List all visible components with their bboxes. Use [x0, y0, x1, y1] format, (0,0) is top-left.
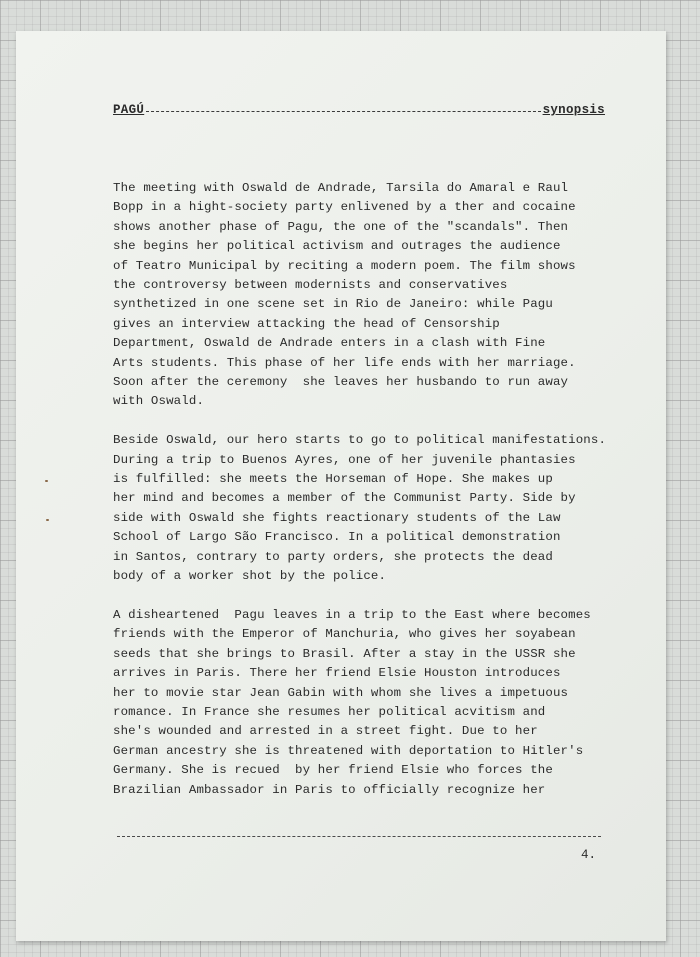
text-line: Brazilian Ambassador in Paris to officially recognize her — [113, 782, 546, 797]
text-line: A disheartened Pagu leaves in a trip to the East where becomes — [113, 607, 591, 622]
text-line: friends with the Emperor of Manchuria, who gives her soyabean — [113, 627, 576, 642]
header-section: synopsis — [542, 103, 605, 117]
text-line: gives an interview attacking the head of Censorship — [113, 316, 500, 331]
paragraph-1 — [113, 179, 613, 412]
text-line: is fulfilled: she meets the Horseman of Hope. She makes up — [113, 472, 553, 487]
text-line: side with Oswald she fights reactionary students of the Law — [113, 510, 561, 525]
text-line: Beside Oswald, our hero starts to go to political manifestations. — [113, 433, 607, 448]
text-line: romance. In France she resumes her political acvitism and — [113, 704, 546, 719]
text-line: body of a worker shot by the police. — [113, 569, 387, 584]
text-line: shows another phase of Pagu, the one of the "scandals". Then — [113, 219, 569, 234]
text-line: synthetized in one scene set in Rio de Janeiro: while Pagu — [113, 297, 553, 312]
paper-mark — [46, 519, 49, 521]
text-line: Department, Oswald de Andrade enters in a clash with Fine — [113, 336, 546, 351]
text-line: The meeting with Oswald de Andrade, Tarsila do Amaral e Raul — [113, 181, 569, 195]
text-line: arrives in Paris. There her friend Elsie Houston introduces — [113, 666, 561, 681]
text-line: she begins her political activism and outrages the audience — [113, 239, 561, 254]
paragraph-2 — [113, 431, 613, 586]
text-line: of Teatro Municipal by reciting a modern poem. The film shows — [113, 258, 576, 273]
paper-mark — [45, 480, 48, 482]
text-line: her mind and becomes a member of the Communist Party. Side by — [113, 491, 576, 506]
text-line: German ancestry she is threatened with deportation to Hitler's — [113, 743, 584, 758]
page-header — [113, 103, 605, 117]
text-line: Bopp in a hight-society party enlivened by a ther and cocaine — [113, 200, 576, 215]
text-line: Germany. She is recued by her friend Elsie who forces the — [113, 763, 553, 778]
header-rule — [146, 111, 540, 112]
text-line: During a trip to Buenos Ayres, one of her juvenile phantasies — [113, 452, 576, 467]
footer-rule — [117, 836, 601, 837]
page-number: 4. — [580, 848, 596, 862]
text-line: her to movie star Jean Gabin with whom she lives a impetuous — [113, 685, 569, 700]
text-line: seeds that she brings to Brasil. After a stay in the USSR she — [113, 646, 576, 661]
synopsis-text — [113, 179, 613, 819]
text-line: in Santos, contrary to party orders, she protects the dead — [113, 549, 553, 564]
text-line: School of Largo São Francisco. In a political demonstration — [113, 530, 561, 545]
text-line: she's wounded and arrested in a street fight. Due to her — [113, 724, 538, 739]
text-line: with Oswald. — [113, 394, 205, 409]
text-line: Arts students. This phase of her life ends with her marriage. — [113, 355, 576, 370]
paragraph-3 — [113, 606, 613, 800]
text-line: the controversy between modernists and conservatives — [113, 278, 508, 293]
document-page — [16, 31, 666, 941]
text-line: Soon after the ceremony she leaves her husbando to run away — [113, 375, 569, 390]
header-title: PAGÚ — [113, 103, 145, 117]
